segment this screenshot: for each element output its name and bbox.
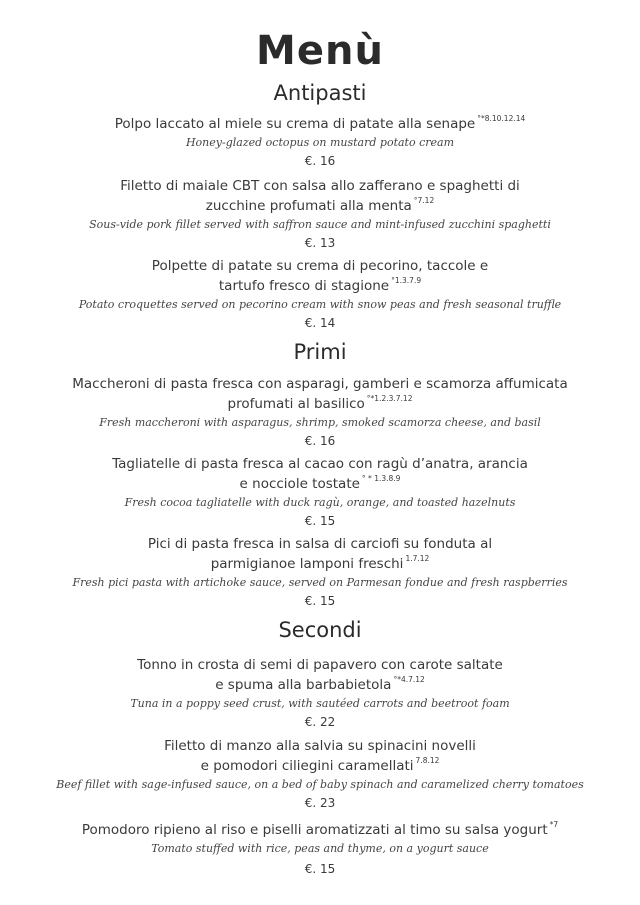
dish-antipasti-2 (0, 176, 640, 252)
dish-primi-3 (0, 534, 640, 610)
dish-secondi-2 (0, 736, 640, 812)
dish-price: €. 15 (304, 594, 336, 608)
allergen-codes: *7 (549, 820, 559, 829)
dish-english-description: Beef fillet with sage-infused sauce, on a bed of baby spinach and caramelized cherry tomatoes (56, 778, 584, 791)
dish-name: Polpo laccato al miele su crema di patate alla senape $^{^\circ*8.10.12.14}$ (114, 114, 526, 132)
dish-price: €. 15 (304, 514, 336, 528)
dish-name-line-2: profumati al basilico $^{^\circ*1.2.3.7.12}$ (227, 394, 413, 412)
dish-english-description: Fresh cocoa tagliatelle with duck ragù, orange, and toasted hazelnuts (124, 496, 516, 509)
allergen-codes: 7.8.12 (415, 756, 440, 765)
section-title-primi: Primi (293, 340, 347, 364)
dish-primi-1 (0, 374, 640, 450)
dish-name-line-2: parmigianoe lamponi freschi $^{1.7.12}$ (210, 554, 430, 572)
menu-title: Menù (256, 28, 384, 74)
dish-english-description: Tuna in a poppy seed crust, with sautéed carrots and beetroot foam (130, 697, 510, 710)
dish-price: €. 15 (304, 862, 336, 876)
dish-name-line-1: Tagliatelle di pasta fresca al cacao con ragù d’anatra, arancia (112, 456, 528, 472)
dish-name-line-2: zucchine profumati alla menta $^{^\circ 7.12}$ (205, 196, 435, 214)
dish-name-line-2: e nocciole tostate $^{^\circ * 1.3.8.9}$ (239, 474, 401, 492)
dish-primi-2 (0, 454, 640, 530)
section-title-secondi: Secondi (278, 618, 362, 642)
dish-secondi-3 (0, 820, 640, 878)
dish-name-line-2: tartufo fresco di stagione $^{^\circ 1.3.7.9}$ (218, 276, 422, 294)
dish-name-line-1: Maccheroni di pasta fresca con asparagi, gamberi e scamorza affumicata (72, 376, 568, 392)
dish-price: €. 14 (304, 316, 336, 330)
dish-price: €. 13 (304, 236, 336, 250)
dish-price: €. 22 (304, 715, 336, 729)
dish-name-line-2: e spuma alla barbabietola $^{^\circ*4.7.12}$ (215, 675, 425, 693)
dish-price: €. 23 (304, 796, 336, 810)
dish-name: Pomodoro ripieno al riso e piselli aromatizzati al timo su salsa yogurt $^{*7}$ (81, 820, 559, 838)
dish-english-description: Honey-glazed octopus on mustard potato cream (185, 136, 455, 149)
allergen-codes: ° * 1.3.8.9 (361, 474, 401, 483)
dish-name-line-1: Tonno in crosta di semi di papavero con carote saltate (137, 657, 503, 673)
dish-name-line-1: Pici di pasta fresca in salsa di carciofi su fonduta al (147, 536, 493, 552)
dish-english-description: Sous-vide pork fillet served with saffron sauce and mint-infused zucchini spaghetti (89, 218, 551, 231)
allergen-codes: °*4.7.12 (393, 675, 425, 684)
dish-name-line-1: Filetto di maiale CBT con salsa allo zafferano e spaghetti di (120, 178, 520, 194)
dish-name-line-1: Polpette di patate su crema di pecorino, taccole e (151, 258, 489, 274)
allergen-codes: 1.7.12 (405, 554, 430, 563)
dish-price: €. 16 (304, 434, 336, 448)
dish-english-description: Fresh pici pasta with artichoke sauce, served on Parmesan fondue and fresh raspberries (72, 576, 568, 589)
dish-secondi-1 (0, 655, 640, 731)
dish-english-description: Fresh maccheroni with asparagus, shrimp, smoked scamorza cheese, and basil (99, 416, 541, 429)
dish-name-line-1: Filetto di manzo alla salvia su spinacini novelli (164, 738, 476, 754)
allergen-codes: °1.3.7.9 (391, 276, 422, 285)
allergen-codes: °*8.10.12.14 (477, 114, 526, 123)
dish-english-description: Potato croquettes served on pecorino cream with snow peas and fresh seasonal truffle (78, 298, 562, 311)
dish-english-description: Tomato stuffed with rice, peas and thyme, on a yogurt sauce (151, 842, 489, 855)
dish-antipasti-3 (0, 256, 640, 332)
dish-name-line-2: e pomodori ciliegini caramellati $^{7.8.12}$ (200, 756, 440, 774)
section-title-antipasti: Antipasti (273, 81, 367, 105)
allergen-codes: °7.12 (413, 196, 435, 205)
allergen-codes: °*1.2.3.7.12 (366, 394, 413, 403)
dish-price: €. 16 (304, 154, 336, 168)
dish-antipasti-1 (0, 114, 640, 170)
